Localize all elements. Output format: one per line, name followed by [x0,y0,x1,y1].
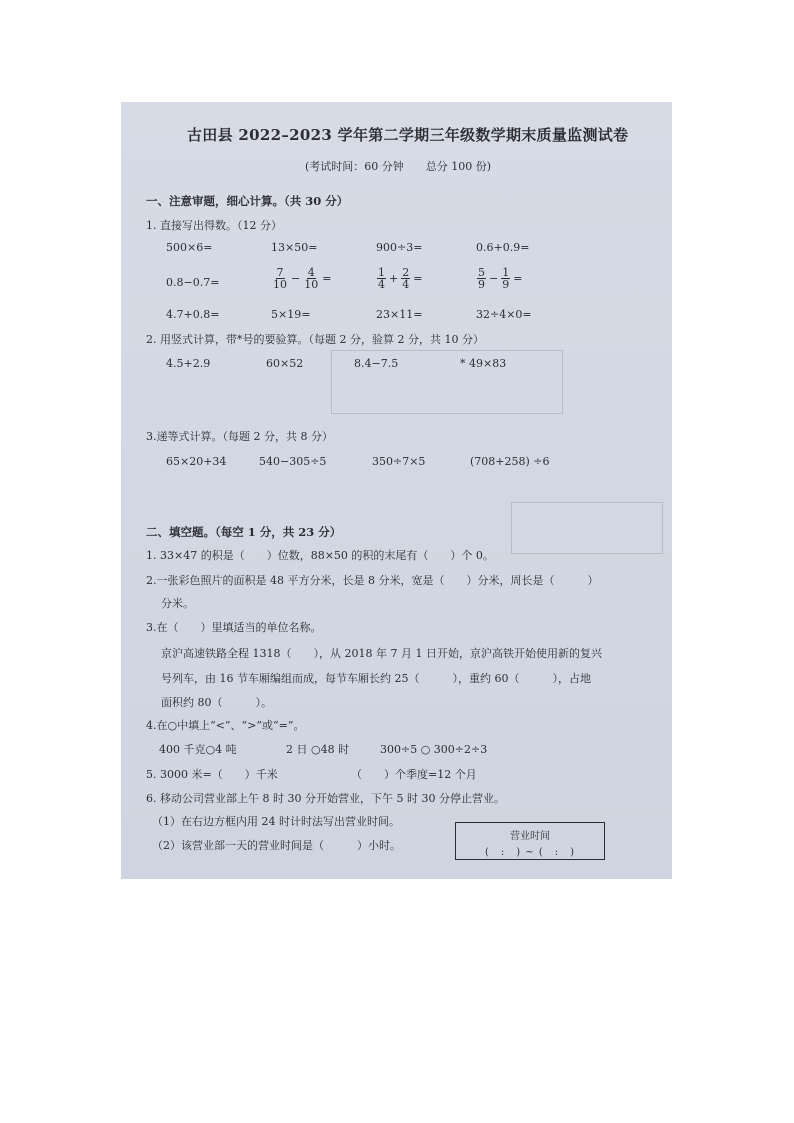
exam-title: 古田县 2022–2023 学年第二学期三年级数学期末质量监测试卷 [187,126,629,144]
business-hours-box [455,822,605,860]
fill-q3-label: 3.在（ ）里填适当的单位名称。 [146,621,322,634]
fraction-expression: $\frac{1}{4}$ + $\frac{2}{4}$ = [378,266,423,291]
calc-item: 5×19= [271,308,311,321]
fill-q6-part1: （1）在右边方框内用 24 时计时法写出营业时间。 [152,815,400,828]
calc-item: 4.7+0.8= [166,308,220,321]
compare-item: 2 日 ○48 时 [286,743,350,756]
calc-item: 500×6= [166,241,213,254]
section2-heading: 二、填空题。（每空 1 分，共 23 分） [146,525,342,539]
fraction-expression: $\frac{5}{9}$ − $\frac{1}{9}$ = [478,266,523,291]
calc-item: 0.8−0.7= [166,276,220,289]
calc-item: 900÷3= [376,241,423,254]
calc-item: 0.6+0.9= [476,241,530,254]
fill-q2-line2: 分米。 [161,597,194,610]
fill-q2-line1: 2.一张彩色照片的面积是 48 平方分米，长是 8 分米，宽是（ ）分米，周长是（ ） [146,574,599,587]
stepwise-calc-item: 540−305÷5 [259,455,327,468]
fill-q3-line3: 面积约 80（ ）。 [161,696,272,709]
vertical-calc-item: 60×52 [266,357,304,370]
stepwise-calc-item: 65×20+34 [166,455,227,468]
fill-q4-label: 4.在○中填上“<”、“>”或“=”。 [146,719,305,732]
stepwise-calc-item: 350÷7×5 [372,455,426,468]
q1-label: 1. 直接写出得数。（12 分） [146,219,282,232]
fill-q6-label: 6. 移动公司营业部上午 8 时 30 分开始营业，下午 5 时 30 分停止营业。 [146,792,505,805]
fill-q1: 1. 33×47 的积是（ ）位数，88×50 的积的末尾有（ ）个 0。 [146,549,494,562]
calc-item: 13×50= [271,241,318,254]
vertical-calc-item: * 49×83 [460,357,507,370]
vertical-calc-item: 8.4−7.5 [354,357,399,370]
exam-subtitle: (考试时间：60 分钟 总分 100 份) [305,160,492,173]
bleed-through-box [511,502,663,554]
fraction-expression: $\frac{7}{10}$ − $\frac{4}{10}$ = [273,266,332,291]
compare-item: 400 千克○4 吨 [159,743,237,756]
q2-label: 2. 用竖式计算，带*号的要验算。（每题 2 分，验算 2 分，共 10 分） [146,333,484,346]
fill-q3-line1: 京沪高速铁路全程 1318（ ），从 2018 年 7 月 1 日开始，京沪高铁开始使用新的复兴 [161,647,602,660]
vertical-calc-item: 4.5+2.9 [166,357,211,370]
calc-item: 23×11= [376,308,423,321]
q3-label: 3.递等式计算。（每题 2 分，共 8 分） [146,430,333,443]
stepwise-calc-item: (708+258) ÷6 [470,455,550,468]
fill-q5-b: （ ）个季度=12 个月 [351,768,477,781]
section1-heading: 一、注意审题，细心计算。（共 30 分） [146,194,349,208]
fill-q6-part2: （2）该营业部一天的营业时间是（ ）小时。 [152,839,401,852]
business-hours-blank: ( : ) ~ ( : ) [484,847,576,858]
fill-q5-a: 5. 3000 米=（ ）千米 [146,768,278,781]
compare-item: 300÷5 ○ 300÷2÷3 [380,743,488,756]
business-hours-title: 营业时间 [510,831,550,842]
fill-q3-line2: 号列车，由 16 节车厢编组而成，每节车厢长约 25（ ），重约 60（ ），占地 [161,672,591,685]
exam-photo [121,102,672,879]
calc-item: 32÷4×0= [476,308,532,321]
